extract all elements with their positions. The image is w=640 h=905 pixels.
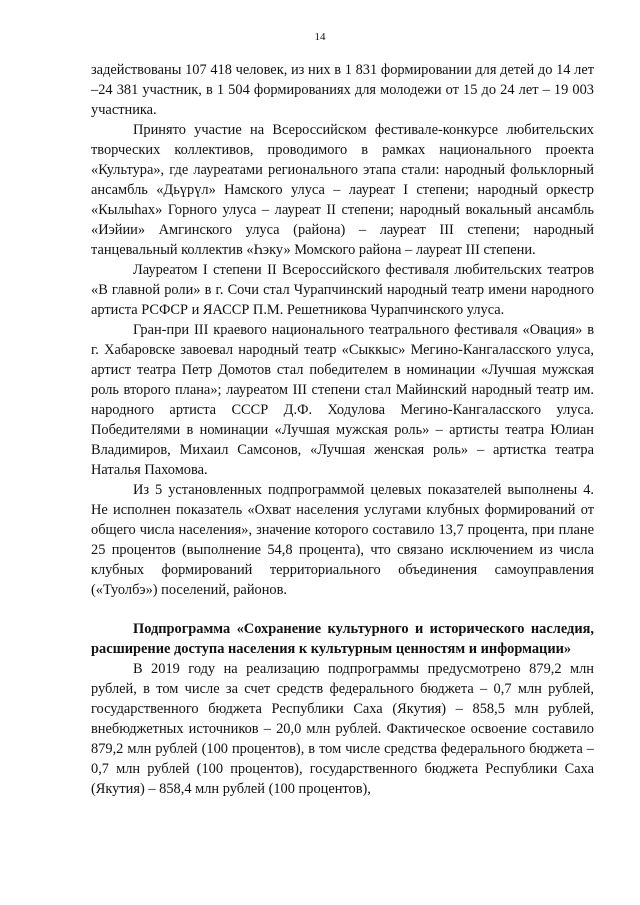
subprogram-heading: Подпрограмма «Сохранение культурного и исторического наследия, расширение доступа населения к культурным ценностям и информации» — [91, 621, 594, 657]
paragraph-target-indicators: Из 5 установленных подпрограммой целевых показателей выполнены 4. Не исполнен показатель «Охват населения услугами клубных формирований от общего числа населения», значение которого составило 13,7 процента, при плане 25 процентов (выполнение 54,8 процента), что связано исключением из числа клубных формирований территориального объединения самоуправления («Туолбэ») поселений, районов. — [91, 482, 594, 598]
paragraph-continuation: задействованы 107 418 человек, из них в 1 831 формировании для детей до 14 лет –24 381 участник, в 1 504 формированиях для молодежи от 15 до 24 лет – 19 003 участника. — [91, 62, 594, 118]
document-body — [91, 60, 594, 799]
page-number: 14 — [314, 31, 326, 43]
paragraph-ovation-festival: Гран-при III краевого национального театрального фестиваля «Овация» в г. Хабаровске завоевал народный театр «Сыккыс» Мегино-Кангаласского улуса, артист театра Петр Домотов стал победителем в номинации «Лучшая мужская роль второго плана»; лауреатом III степени стал Майинский народный театр им. народного артиста СССР Д.Ф. Ходулова Мегино-Кангаласского улуса. Победителями в номинации «Лучшая мужская роль» – артисты театра Юлиан Владимиров, Михаил Самсонов, «Лучшая женская роль» – артистка театра Наталья Пахомова. — [91, 322, 594, 478]
paragraph-funding: В 2019 году на реализацию подпрограммы предусмотрено 879,2 млн рублей, в том числе за счет средств федерального бюджета – 0,7 млн рублей, государственного бюджета Республики Саха (Якутия) – 858,5 млн рублей, внебюджетных источников – 20,0 млн рублей. Фактическое освоение составило 879,2 млн рублей (100 процентов), в том числе средства федерального бюджета – 0,7 млн рублей (100 процентов), государственного бюджета Республики Саха (Якутия) – 858,4 млн рублей (100 процентов), — [91, 661, 594, 797]
paragraph-festival-contest: Принято участие на Всероссийском фестивале-конкурсе любительских творческих коллективов, проводимого в рамках национального проекта «Культура», где лауреатами регионального этапа стали: народный фольклорный ансамбль «Дьүрүл» Намского улуса – лауреат I степени; народный оркестр «Кылыһах» Горного улуса – лауреат II степени; народный вокальный ансамбль «Иэйии» Амгинского улуса (района) – лауреат III степени; народный танцевальный коллектив «Һэку» Момского района – лауреат III степени. — [91, 122, 594, 258]
paragraph-theatre-festival: Лауреатом I степени II Всероссийского фестиваля любительских театров «В главной роли» в г. Сочи стал Чурапчинский народный театр имени народного артиста РСФСР и ЯАССР П.М. Решетникова Чурапчинского улуса. — [91, 262, 594, 318]
